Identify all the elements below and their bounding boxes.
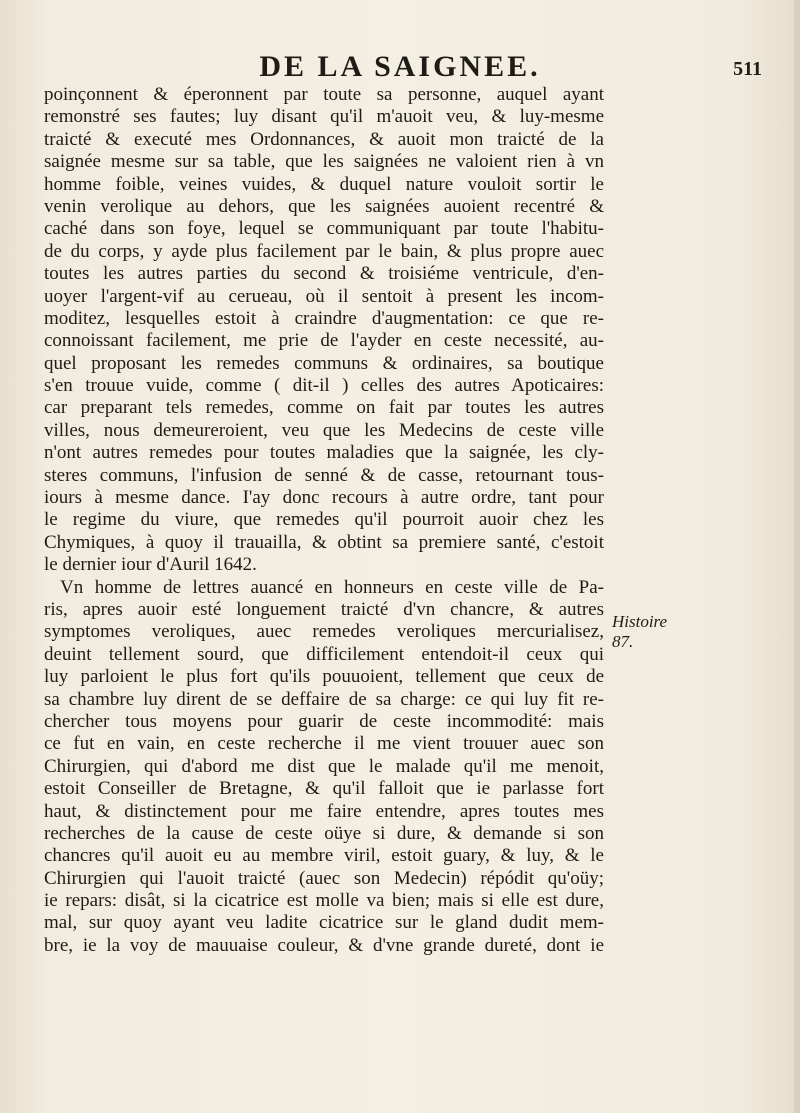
- text-line: traicté & executé mes Ordonnances, & auoit mon traicté de la: [44, 128, 604, 150]
- running-title: DE LA SAIGNEE.: [259, 50, 541, 83]
- text-line: remonstré ses fautes; luy disant qu'il m'auoit veu, & luy-mesme: [44, 106, 604, 128]
- text-line: car preparant tels remedes, comme on fait par toutes les autres: [44, 397, 604, 419]
- text-line: haut, & distinctement pour me faire entendre, apres toutes mes: [44, 800, 604, 822]
- text-line: homme foible, veines vuides, & duquel nature vouloit sortir le: [44, 173, 604, 195]
- text-line: deuint tellement sourd, que difficilement entendoit-il ceux qui: [44, 643, 604, 665]
- text-line: ris, apres auoir esté longuement traicté d'vn chancre, & autres: [44, 598, 604, 620]
- text-line: chercher tous moyens pour guarir de ceste incommodité: mais: [44, 710, 604, 732]
- text-line: poinçonnent & éperonnent par toute sa personne, auquel ayant: [44, 84, 604, 105]
- text-line: caché dans son foye, lequel se communiquant par toute l'habitu-: [44, 218, 604, 240]
- text-line: quel proposant les remedes communs & ordinaires, sa boutique: [44, 352, 604, 374]
- text-line: chancres qu'il auoit eu au membre viril, estoit guary, & luy, & le: [44, 845, 604, 867]
- text-line: ce fut en vain, en ceste recherche il me vient trouuer auec son: [44, 733, 604, 755]
- text-line: villes, nous demeureroient, veu que les Medecins de ceste ville: [44, 419, 604, 441]
- text-line: venin verolique au dehors, que les saignées auoient recentré &: [44, 195, 604, 217]
- text-line: bre, ie la voy de mauuaise couleur, & d'vne grande dureté, dont ie: [44, 934, 604, 956]
- text-line: ie repars: disât, si la cicatrice est molle va bien; mais si elle est dure,: [44, 890, 604, 912]
- text-line: luy parloient le plus fort qu'ils pouuoient, tellement que ceux de: [44, 666, 604, 688]
- text-line: Chirurgien qui l'auoit traicté (auec son Medecin) répódit qu'oüy;: [44, 867, 604, 889]
- text-line: estoit Conseiller de Bretagne, & qu'il falloit que ie parlasse fort: [44, 778, 604, 800]
- page-number: 511: [733, 58, 762, 80]
- margin-note: [612, 612, 672, 652]
- text-line: Chirurgien, qui d'abord me dist que le malade qu'il me menoit,: [44, 755, 604, 777]
- page-edge: [794, 0, 800, 1113]
- margin-note-label: Histoire: [612, 612, 668, 631]
- text-line: connoissant facilement, me prie de l'ayder en ceste necessité, au-: [44, 330, 604, 352]
- body-text: [44, 84, 604, 957]
- text-line: n'ont autres remedes pour toutes maladies que la saignée, les cly-: [44, 442, 604, 464]
- text-line: mal, sur quoy ayant veu ladite cicatrice sur le gland dudit mem-: [44, 912, 604, 934]
- text-line: recherches de la cause de ceste oüye si dure, & demande si son: [44, 822, 604, 844]
- text-line: moditez, lesquelles estoit à craindre d'augmentation: ce que re-: [44, 307, 604, 329]
- text-line: de du corps, y ayde plus facilement par le bain, & plus propre auec: [44, 240, 604, 262]
- text-line: iours à mesme dance. I'ay donc recours à autre ordre, tant pour: [44, 487, 604, 509]
- text-line: Chymiques, à quoy il trauailla, & obtint sa premiere santé, c'estoit: [44, 531, 604, 553]
- text-line: le dernier iour d'Auril 1642.: [44, 554, 257, 576]
- text-line: toutes les autres parties du second & troisiéme ventricule, d'en-: [44, 263, 604, 285]
- text-line: symptomes veroliques, auec remedes veroliques mercurialisez,: [44, 621, 604, 643]
- text-line: uoyer l'argent-vif au cerueau, où il sentoit à present les incom-: [44, 285, 604, 307]
- text-line: saignée mesme sur sa table, que les saignées ne valoient rien à vn: [44, 151, 604, 173]
- text-line: s'en trouue vuide, comme ( dit-il ) celles des autres Apoticaires:: [44, 375, 604, 397]
- text-line: sa chambre luy dirent de se deffaire de sa charge: ce qui luy fit re-: [44, 688, 604, 710]
- text-line: Vn homme de lettres auancé en honneurs en ceste ville de Pa-: [60, 576, 604, 598]
- text-line: le regime du viure, que remedes qu'il pourroit auoir chez les: [44, 509, 604, 531]
- margin-note-number: 87.: [612, 632, 634, 651]
- text-line: steres communs, l'infusion de senné & de casse, retournant tous-: [44, 464, 604, 486]
